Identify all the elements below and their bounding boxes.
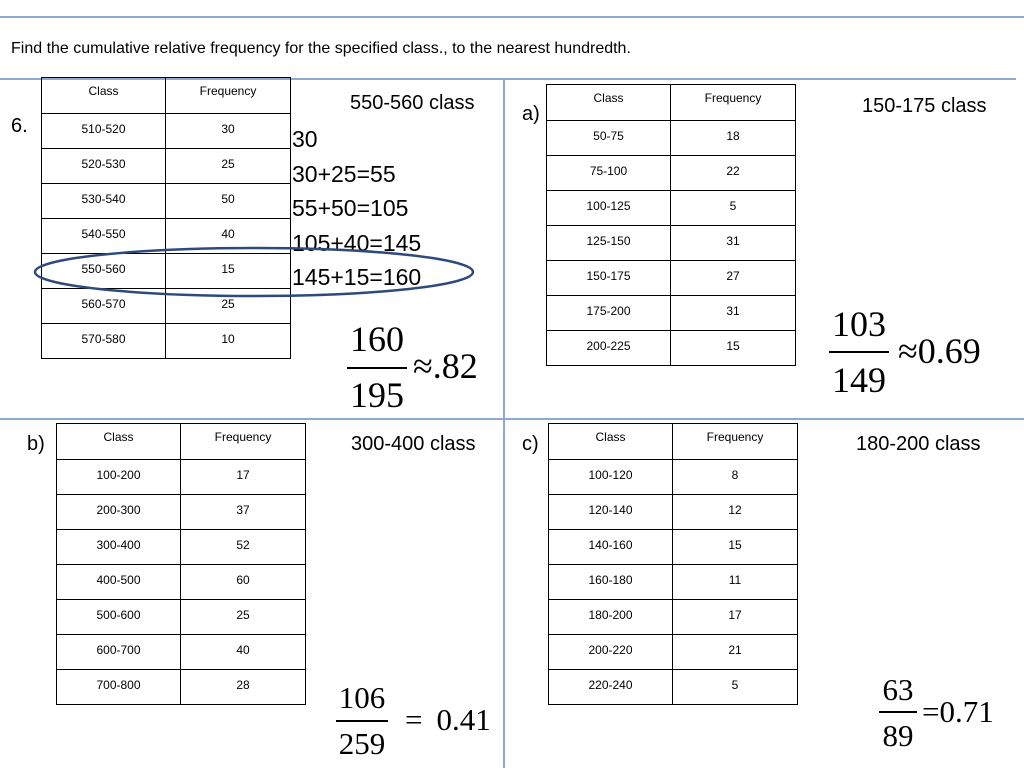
class-cell: 600-700 — [57, 635, 181, 670]
answer-result — [413, 345, 478, 387]
frequency-cell: 50 — [166, 184, 291, 219]
problem-c-label: c) — [522, 433, 539, 455]
frequency-cell: 25 — [166, 289, 291, 324]
problem-a-label: a) — [522, 103, 540, 125]
frequency-cell: 17 — [181, 460, 306, 495]
table-row — [57, 495, 306, 530]
table-row — [57, 600, 306, 635]
class-cell: 220-240 — [549, 670, 673, 705]
relation-symbol: = — [922, 694, 940, 729]
problem-b-label: b) — [27, 433, 45, 455]
class-cell: 200-225 — [547, 331, 671, 366]
class-cell: 175-200 — [547, 296, 671, 331]
class-header: Class — [57, 424, 181, 460]
answer-result — [898, 330, 981, 372]
table-row — [57, 635, 306, 670]
answer-denominator: 149 — [832, 360, 886, 400]
instruction-text: Find the cumulative relative frequency for the specified class., to the nearest hundredth. — [11, 40, 631, 57]
problem-b-table — [56, 423, 306, 705]
fraction-bar — [347, 367, 407, 369]
result-value: .82 — [432, 346, 478, 386]
problem-6-label: 6. — [11, 115, 28, 137]
table-row — [549, 670, 798, 705]
frequency-cell: 25 — [166, 149, 291, 184]
answer-denominator: 89 — [882, 718, 914, 753]
class-cell: 160-180 — [549, 565, 673, 600]
frequency-cell: 18 — [671, 121, 796, 156]
frequency-cell: 60 — [181, 565, 306, 600]
table-row — [547, 331, 796, 366]
class-cell: 100-120 — [549, 460, 673, 495]
work-line: 145+15=160 — [292, 264, 422, 290]
result-value: 0.71 — [939, 694, 994, 729]
table-row — [57, 565, 306, 600]
work-line: 30+25=55 — [292, 160, 396, 187]
frequency-cell: 10 — [166, 324, 291, 359]
answer-numerator: 103 — [832, 304, 886, 344]
answer-denominator: 195 — [350, 375, 404, 415]
frequency-header: Frequency — [181, 424, 306, 460]
table-row — [547, 261, 796, 296]
table-row — [547, 296, 796, 331]
frequency-cell: 21 — [673, 635, 798, 670]
relation-symbol: ≈ — [898, 331, 918, 371]
table-row — [547, 121, 796, 156]
table-row — [547, 226, 796, 261]
frequency-cell: 40 — [181, 635, 306, 670]
frequency-cell: 5 — [671, 191, 796, 226]
class-cell: 520-530 — [42, 149, 166, 184]
class-cell: 540-550 — [42, 219, 166, 254]
class-header: Class — [549, 424, 673, 460]
frequency-cell: 27 — [671, 261, 796, 296]
class-cell: 180-200 — [549, 600, 673, 635]
class-cell: 140-160 — [549, 530, 673, 565]
frequency-cell: 15 — [671, 331, 796, 366]
answer-denominator: 259 — [338, 726, 386, 761]
work-line: 55+50=105 — [292, 195, 409, 221]
result-value: 0.41 — [436, 702, 491, 737]
table-row — [549, 460, 798, 495]
frequency-header: Frequency — [166, 78, 291, 114]
work-line: 30 — [292, 126, 318, 152]
table-row — [549, 495, 798, 530]
frequency-cell: 31 — [671, 226, 796, 261]
frequency-header: Frequency — [673, 424, 798, 460]
class-cell: 150-175 — [547, 261, 671, 296]
class-cell: 100-125 — [547, 191, 671, 226]
class-cell: 125-150 — [547, 226, 671, 261]
frequency-cell: 31 — [671, 296, 796, 331]
problem-c-answer — [877, 672, 1017, 762]
frequency-cell: 8 — [673, 460, 798, 495]
frequency-cell: 11 — [673, 565, 798, 600]
fraction-bar — [879, 711, 917, 713]
frequency-cell: 12 — [673, 495, 798, 530]
class-header: Class — [42, 78, 166, 114]
problem-6-answer — [345, 318, 505, 418]
class-cell: 570-580 — [42, 324, 166, 359]
class-cell: 200-300 — [57, 495, 181, 530]
problem-c-target-class: 180-200 class — [856, 433, 981, 455]
class-cell: 500-600 — [57, 600, 181, 635]
table-row — [549, 565, 798, 600]
class-cell: 530-540 — [42, 184, 166, 219]
frequency-cell: 5 — [673, 670, 798, 705]
class-cell: 560-570 — [42, 289, 166, 324]
answer-result — [922, 694, 994, 730]
work-line: 105+40=145 — [292, 229, 422, 256]
problem-b-answer — [333, 680, 503, 766]
class-header: Class — [547, 85, 671, 121]
frequency-cell: 15 — [673, 530, 798, 565]
problem-a-answer — [826, 303, 1016, 403]
frequency-cell: 52 — [181, 530, 306, 565]
class-cell: 75-100 — [547, 156, 671, 191]
problem-6-target-class: 550-560 class — [350, 92, 475, 114]
answer-numerator: 63 — [882, 672, 914, 707]
problem-c-table — [548, 423, 798, 705]
table-row — [547, 156, 796, 191]
answer-numerator: 160 — [350, 319, 404, 359]
table-row — [547, 191, 796, 226]
class-cell: 50-75 — [547, 121, 671, 156]
answer-result — [405, 702, 491, 738]
table-row — [57, 460, 306, 495]
class-cell: 700-800 — [57, 670, 181, 705]
frequency-header: Frequency — [671, 85, 796, 121]
frequency-cell: 25 — [181, 600, 306, 635]
table-row — [549, 635, 798, 670]
table-row — [549, 600, 798, 635]
frequency-cell: 40 — [166, 219, 291, 254]
result-value: 0.69 — [917, 331, 981, 371]
class-cell: 200-220 — [549, 635, 673, 670]
class-cell: 550-560 — [42, 254, 166, 289]
problem-b-target-class: 300-400 class — [351, 433, 476, 455]
fraction-bar — [336, 720, 388, 722]
table-row — [57, 670, 306, 705]
answer-numerator: 106 — [338, 680, 386, 715]
problem-a-target-class: 150-175 class — [862, 95, 987, 117]
class-cell: 100-200 — [57, 460, 181, 495]
problem-a-table — [546, 84, 796, 366]
class-cell: 120-140 — [549, 495, 673, 530]
relation-symbol: ≈ — [413, 346, 433, 386]
class-cell: 300-400 — [57, 530, 181, 565]
class-cell: 510-520 — [42, 114, 166, 149]
class-cell: 400-500 — [57, 565, 181, 600]
frequency-cell: 17 — [673, 600, 798, 635]
frequency-cell: 37 — [181, 495, 306, 530]
frequency-cell: 28 — [181, 670, 306, 705]
table-row — [57, 530, 306, 565]
frequency-cell: 22 — [671, 156, 796, 191]
relation-symbol: = — [405, 702, 423, 737]
table-row — [549, 530, 798, 565]
frequency-cell: 15 — [166, 254, 291, 289]
frequency-cell: 30 — [166, 114, 291, 149]
fraction-bar — [829, 351, 889, 353]
